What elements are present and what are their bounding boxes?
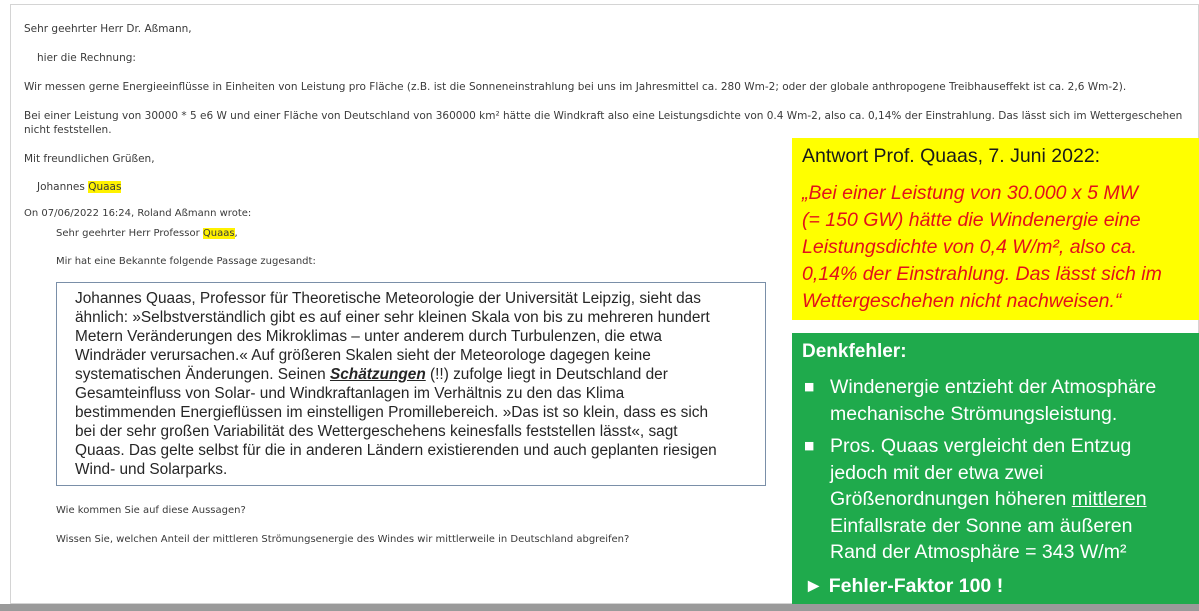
error-bullet-line: Rand der Atmosphäre = 343 W/m² <box>830 541 1127 563</box>
email-paragraph-1: Wir messen gerne Energieeinflüsse in Einheiten von Leistung pro Fläche (z.B. ist die Sonneneinstrahlung bei uns im Jahresmittel ca. 280 Wm-2; oder der globale anthropogene Treibhauseffekt ist ca. 2,6 Wm-2). <box>24 81 1127 93</box>
quote-line-5-post: (!!) zufolge liegt in Deutschland der <box>425 366 668 383</box>
error-bullet-2 <box>830 433 1195 566</box>
error-bullet-line: jedoch mit der etwa zwei <box>830 461 1044 484</box>
email-greeting: Sehr geehrter Herr Dr. Aßmann, <box>24 23 192 35</box>
quoted-intro: Mir hat eine Bekannte folgende Passage zugesandt: <box>56 256 316 267</box>
answer-quote <box>802 180 1192 315</box>
quote-line: Gesamteinfluss von Solar- und Windkraftanlagen im Verhältnis zu den das Klima <box>75 385 625 402</box>
quoted-greeting-pre: Sehr geehrter Herr Professor <box>56 228 203 239</box>
email-paragraph-2-line-1: Bei einer Leistung von 30000 * 5 e6 W und einer Fläche von Deutschland von 360000 km² hätte die Windkraft also eine Leistungsdichte von 0.4 Wm-2, also ca. 0,14% der Einstrahlung. Das lässt sich im Wettergeschehen <box>24 110 1183 122</box>
quoted-article-box <box>56 282 766 486</box>
error-callout <box>792 333 1199 607</box>
signature-first-name: Johannes <box>37 181 89 193</box>
email-closing: Mit freundlichen Grüßen, <box>24 153 155 165</box>
quote-line: ähnlich: »Selbstverständlich gibt es auf einer sehr kleinen Skala von bis zu mehreren hundert <box>75 309 710 326</box>
error-title: Denkfehler: <box>802 341 907 362</box>
error-bullet-1 <box>830 374 1195 427</box>
question-1: Wie kommen Sie auf diese Aussagen? <box>56 505 246 516</box>
quoted-greeting <box>56 227 238 241</box>
error-bullet-line <box>830 486 1195 513</box>
email-signature <box>37 180 121 194</box>
signature-last-name-highlight: Quaas <box>88 181 122 193</box>
square-bullet-icon: ■ <box>804 380 815 393</box>
quote-line: Johannes Quaas, Professor für Theoretische Meteorologie der Universität Leipzig, sieht das <box>75 290 701 307</box>
answer-line: Leistungsdichte von 0,4 W/m², also ca. <box>802 236 1137 258</box>
answer-title: Antwort Prof. Quaas, 7. Juni 2022: <box>802 145 1101 167</box>
quoted-greeting-name-highlight: Quaas <box>202 228 235 239</box>
answer-line: „Bei einer Leistung von 30.000 x 5 MW <box>802 182 1139 204</box>
quote-line: Quaas. Das gelte selbst für die in anderen Ländern existierenden und auch geplanten riesigen <box>75 442 717 459</box>
answer-line: Wettergeschehen nicht nachweisen.“ <box>802 290 1122 312</box>
quote-line: bestimmenden Energieflüssen im einstelligen Promillebereich. »Das ist so klein, dass es sich <box>75 404 709 421</box>
error-emphasis-mittleren: mittleren <box>1071 488 1147 510</box>
error-bullet-line: Windenergie entzieht der Atmosphäre <box>830 376 1157 398</box>
email-paragraph-2-line-2: nicht feststellen. <box>24 124 112 136</box>
question-2: Wissen Sie, welchen Anteil der mittleren Strömungsenergie des Windes wir mittlerweile in Deutschland abgreifen? <box>56 534 630 545</box>
quote-line: Metern Veränderungen des Mikroklimas – unter anderem durch Turbulenzen, die etwa <box>75 328 662 345</box>
error-bullet-line: Pros. Quaas vergleicht den Entzug <box>830 435 1132 457</box>
quote-line-5-pre: systematischen Änderungen. Seinen <box>75 366 330 383</box>
error-bullet-line: Einfallsrate der Sonne am äußeren <box>830 514 1133 537</box>
quote-emphasis-schaetzungen: Schätzungen <box>329 366 426 383</box>
quoted-article-text <box>75 289 755 479</box>
email-intro: hier die Rechnung: <box>37 52 136 64</box>
error-bullet-line: mechanische Strömungsleistung. <box>830 402 1118 425</box>
answer-line: 0,14% der Einstrahlung. Das lässt sich im <box>802 263 1162 285</box>
quoted-greeting-post: , <box>234 228 238 239</box>
bottom-band <box>0 604 1199 611</box>
quote-line: Windräder verursachen.« Auf größeren Skalen sieht der Meteorologe dagegen keine <box>75 347 651 364</box>
quote-line: bei der sehr großen Variabilität des Wettergeschehens keinesfalls feststellen lässt«, sagt <box>75 423 678 440</box>
answer-line: (= 150 GW) hätte die Windenergie eine <box>802 209 1141 231</box>
quoted-header: On 07/06/2022 16:24, Roland Aßmann wrote: <box>24 208 252 219</box>
answer-callout <box>792 138 1199 320</box>
quote-line: Wind- und Solarparks. <box>75 461 228 478</box>
error-conclusion: ► Fehler-Faktor 100 ! <box>804 575 1004 597</box>
quote-line <box>75 365 755 384</box>
square-bullet-icon: ■ <box>804 439 815 452</box>
error-bullet-line-pre: Größenordnungen höheren <box>830 488 1072 510</box>
